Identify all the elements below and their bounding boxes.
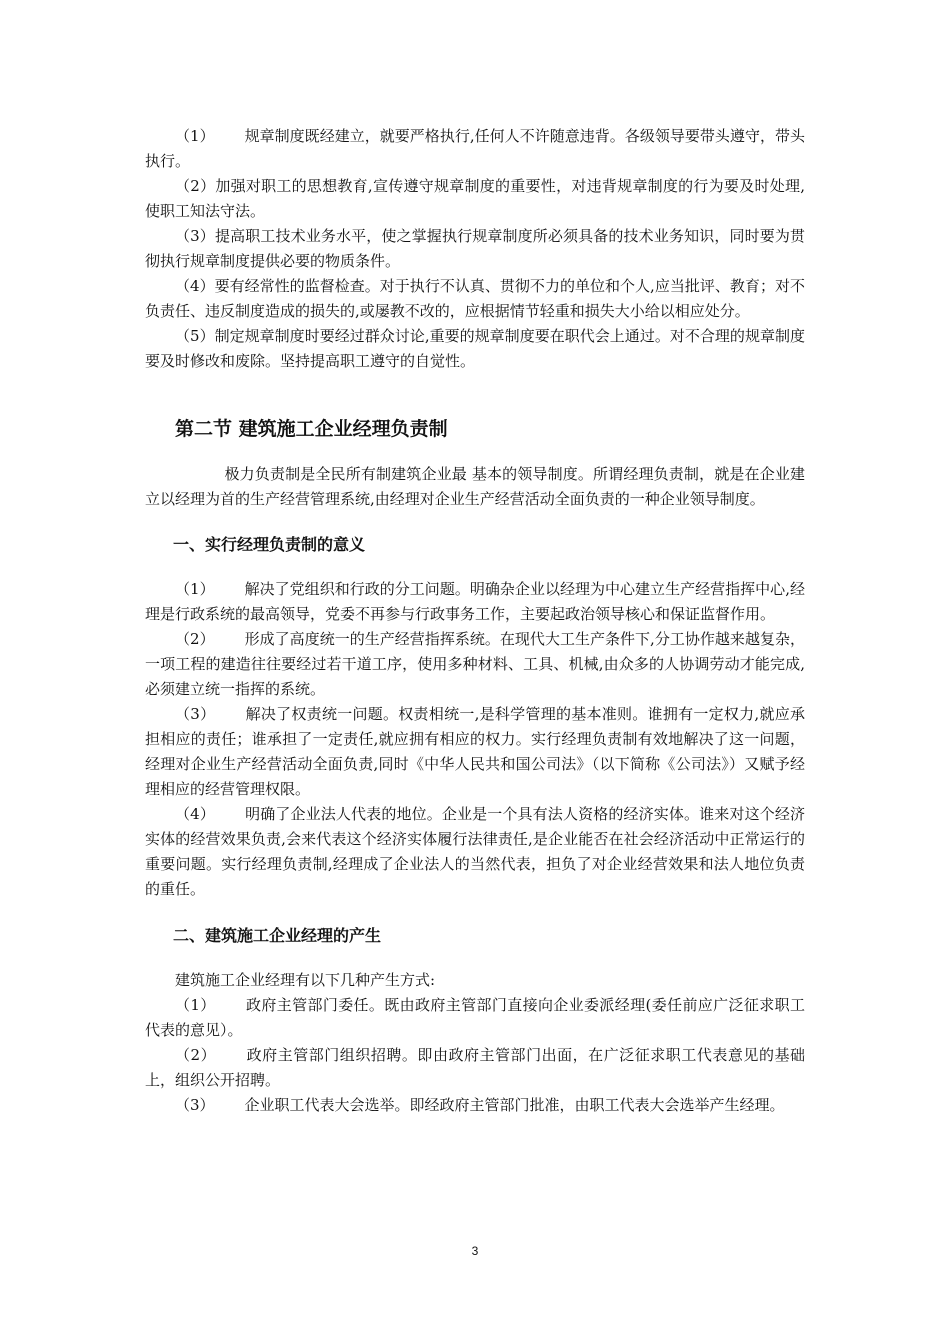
list-item (145, 802, 805, 902)
list-item (145, 702, 805, 802)
list-number: （3） (175, 1096, 215, 1114)
subsection-title-1: 一、实行经理负责制的意义 (173, 535, 366, 554)
list-text: 明确了企业法人代表的地位。企业是一个具有法人资格的经济实体。谁来对这个经济实体的经营效果负责,会来代表这个经济实体履行法律责任,是企业能否在社会经济活动中正常运行的重要问题。实行经理负责制,经理成了企业法人的当然代表，担负了对企业经营效果和法人地位负责的重任。 (145, 805, 805, 898)
list-item (145, 124, 805, 174)
list-text: 加强对职工的思想教育,宣传遵守规章制度的重要性，对违背规章制度的行为要及时处理,使职工知法守法。 (145, 177, 805, 220)
list-number: （1） (175, 580, 215, 598)
list-item (145, 627, 805, 702)
subsection-intro: 建筑施工企业经理有以下几种产生方式: (175, 971, 436, 989)
list-text: 解决了党组织和行政的分工问题。明确杂企业以经理为中心建立生产经营指挥中心,经理是行政系统的最高领导，党委不再参与行政事务工作，主要起政治领导核心和保证监督作用。 (145, 580, 805, 623)
list-number: （1） (175, 996, 216, 1014)
list-text: 规章制度既经建立，就要严格执行,任何人不许随意违背。各级领导要带头遵守，带头执行。 (145, 127, 805, 170)
list-number: （4） (175, 805, 215, 823)
list-text: 形成了高度统一的生产经营指挥系统。在现代大工生产条件下,分工协作越来越复杂，一项工程的建造往往要经过若干道工序，使用多种材料、工具、机械,由众多的人协调劳动才能完成,必须建立统一指挥的系统。 (145, 630, 805, 698)
list-item (145, 324, 805, 374)
list-text: 制定规章制度时要经过群众讨论,重要的规章制度要在职代会上通过。对不合理的规章制度要及时修改和废除。坚持提高职工遵守的自觉性。 (145, 327, 805, 370)
list-item (145, 274, 805, 324)
page-content (145, 124, 805, 1118)
list-text: 政府主管部门组织招聘。即由政府主管部门出面，在广泛征求职工代表意见的基础上，组织公开招聘。 (145, 1046, 805, 1089)
list-item (145, 577, 805, 627)
list-text: 政府主管部门委任。既由政府主管部门直接向企业委派经理(委任前应广泛征求职工代表的意见）。 (145, 996, 805, 1039)
list-text: 解决了权责统一问题。权责相统一,是科学管理的基本准则。谁拥有一定权力,就应承担相应的责任；谁承担了一定责任,就应拥有相应的权力。实行经理负责制有效地解决了这一问题，经理对企业生产经营活动全面负责,同时《中华人民共和国公司法》（以下简称《公司法》）又赋予经理相应的经营管理权限。 (145, 705, 805, 798)
page-number: 3 (471, 1244, 479, 1258)
list-item (145, 174, 805, 224)
list-text: 企业职工代表大会选举。即经政府主管部门批准，由职工代表大会选举产生经理。 (244, 1096, 785, 1114)
subsection-title-2: 二、建筑施工企业经理的产生 (173, 926, 382, 945)
list-item (145, 224, 805, 274)
list-number: （5） (175, 327, 215, 345)
list-text: 要有经常性的监督检查。对于执行不认真、贯彻不力的单位和个人,应当批评、教育；对不负责任、违反制度造成的损失的,或屡教不改的，应根据情节轻重和损失大小给以相应处分。 (145, 277, 805, 320)
section-title: 第二节 建筑施工企业经理负责制 (175, 418, 448, 440)
list-number: （3） (175, 705, 216, 723)
list-item (145, 1043, 805, 1093)
list-number: （1） (175, 127, 215, 145)
list-number: （2） (175, 1046, 217, 1064)
list-number: （4） (175, 277, 215, 295)
list-item (145, 993, 805, 1043)
list-text: 提高职工技术业务水平，使之掌握执行规章制度所必须具备的技术业务知识，同时要为贯彻执行规章制度提供必要的物质条件。 (145, 227, 805, 270)
list-number: （2） (175, 177, 216, 195)
list-number: （2） (175, 630, 215, 648)
list-item (145, 1093, 805, 1118)
section-intro: 极力负责制是全民所有制建筑企业最 基本的领导制度。所谓经理负责制，就是在企业建立以经理为首的生产经营管理系统,由经理对企业生产经营活动全面负责的一种企业领导制度。 (145, 465, 805, 508)
list-number: （3） (175, 227, 215, 245)
